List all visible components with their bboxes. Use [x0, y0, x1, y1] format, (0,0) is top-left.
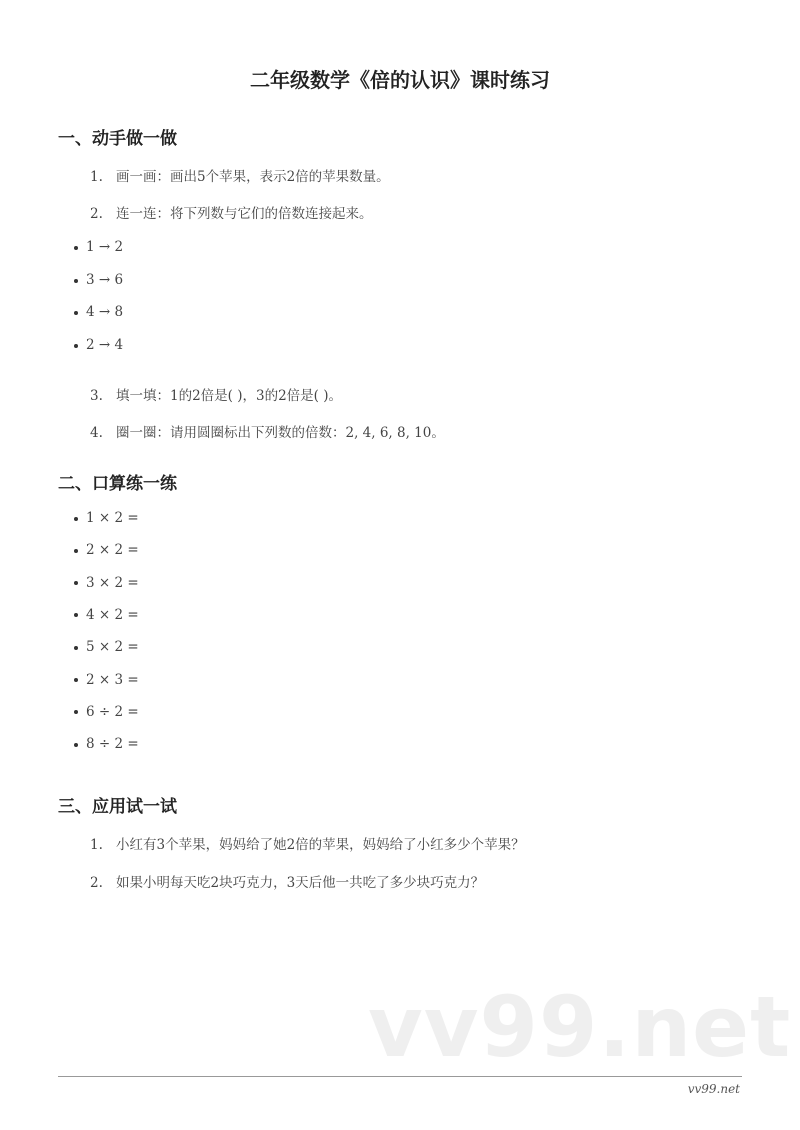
footer-divider — [58, 1076, 742, 1077]
bullet-text: 1 → 2 — [86, 239, 124, 255]
item-number: 3. — [90, 388, 103, 404]
bullet-item — [74, 704, 139, 720]
bullet-text: 2 → 4 — [86, 337, 124, 353]
bullet-item — [74, 239, 123, 255]
bullet-icon — [74, 743, 78, 747]
bullet-icon — [74, 279, 78, 283]
section-heading-1: 一、动手做一做 — [58, 129, 177, 149]
list-item — [90, 421, 445, 441]
bullet-item — [74, 510, 139, 526]
bullet-text: 4 × 2 = — [86, 606, 139, 623]
item-text: 如果小明每天吃2块巧克力，3天后他一共吃了多少块巧克力？ — [116, 875, 485, 891]
list-item — [90, 871, 484, 891]
bullet-text: 4 → 8 — [86, 304, 124, 320]
bullet-icon — [74, 581, 78, 585]
item-number: 2. — [90, 206, 103, 222]
item-number: 1. — [90, 837, 103, 853]
item-number: 1. — [90, 169, 103, 185]
bullet-text: 1 × 2 = — [86, 510, 139, 526]
bullet-text: 2 × 2 = — [86, 542, 139, 559]
list-item — [90, 384, 342, 404]
item-text: 画一画：画出5个苹果，表示2倍的苹果数量。 — [116, 169, 390, 185]
item-number: 2. — [90, 875, 103, 891]
bullet-icon — [74, 613, 78, 617]
item-number: 4. — [90, 425, 103, 441]
bullet-icon — [74, 246, 78, 250]
bullet-text: 2 × 3 = — [86, 671, 139, 688]
item-text: 圈一圈：请用圆圈标出下列数的倍数：2, 4, 6, 8, 10。 — [116, 425, 445, 441]
bullet-icon — [74, 646, 78, 650]
list-item — [90, 165, 390, 185]
bullet-icon — [74, 311, 78, 315]
bullet-item — [74, 272, 123, 288]
bullet-item — [74, 639, 139, 655]
bullet-item — [74, 542, 139, 558]
watermark: vv99.net — [368, 978, 792, 1076]
item-text: 填一填：1的2倍是( )，3的2倍是( )。 — [116, 388, 343, 404]
bullet-icon — [74, 549, 78, 553]
item-text: 小红有3个苹果，妈妈给了她2倍的苹果，妈妈给了小红多少个苹果？ — [116, 837, 525, 853]
footer-text: vv99.net — [687, 1082, 740, 1096]
section-heading-2: 二、口算练一练 — [58, 474, 177, 494]
bullet-icon — [74, 710, 78, 714]
section-heading-3: 三、应用试一试 — [58, 797, 177, 817]
bullet-item — [74, 575, 139, 591]
bullet-text: 5 × 2 = — [86, 639, 139, 656]
bullet-item — [74, 304, 123, 320]
bullet-text: 6 ÷ 2 = — [86, 703, 139, 720]
bullet-item — [74, 736, 139, 752]
bullet-item — [74, 607, 139, 623]
bullet-text: 8 ÷ 2 = — [86, 736, 139, 753]
bullet-text: 3 → 6 — [86, 272, 124, 288]
list-item — [90, 202, 373, 222]
bullet-text: 3 × 2 = — [86, 574, 139, 591]
item-text: 连一连：将下列数与它们的倍数连接起来。 — [116, 206, 373, 222]
bullet-icon — [74, 517, 78, 521]
bullet-item — [74, 337, 123, 353]
page-title: 二年级数学《倍的认识》课时练习 — [250, 68, 550, 92]
bullet-icon — [74, 344, 78, 348]
list-item — [90, 833, 525, 853]
bullet-item — [74, 672, 139, 688]
bullet-icon — [74, 678, 78, 682]
